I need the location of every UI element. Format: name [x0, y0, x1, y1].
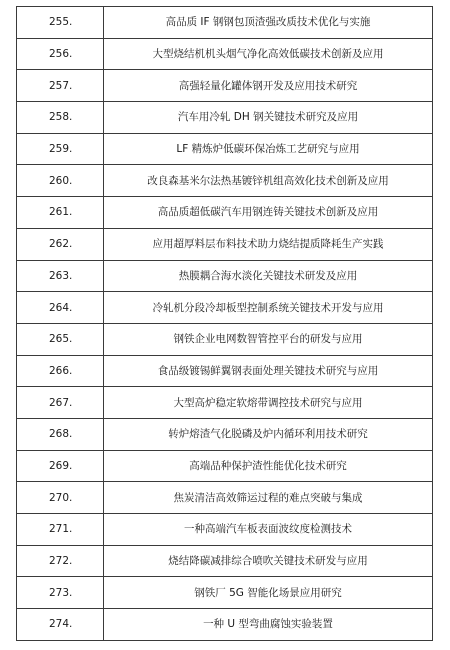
row-number: 271.	[17, 514, 104, 546]
project-title: 应用超厚料层布料技术助力烧结提质降耗生产实践	[104, 228, 433, 260]
project-title: 高强轻量化罐体钢开发及应用技术研究	[104, 70, 433, 102]
project-title: 钢铁企业电网数智管控平台的研发与应用	[104, 323, 433, 355]
project-title: 一种高端汽车板表面波纹度检测技术	[104, 514, 433, 546]
row-number: 267.	[17, 387, 104, 419]
project-title: 冷轧机分段冷却板型控制系统关键技术开发与应用	[104, 292, 433, 324]
row-number: 268.	[17, 418, 104, 450]
table-row	[17, 133, 433, 165]
table-row	[17, 165, 433, 197]
table-row	[17, 323, 433, 355]
table-row	[17, 418, 433, 450]
project-title: 高品质超低碳汽车用钢连铸关键技术创新及应用	[104, 197, 433, 229]
row-number: 269.	[17, 450, 104, 482]
table-row	[17, 70, 433, 102]
row-number: 265.	[17, 323, 104, 355]
row-number: 272.	[17, 545, 104, 577]
project-title: 高品质 IF 钢钢包顶渣强改质技术优化与实施	[104, 7, 433, 39]
row-number: 263.	[17, 260, 104, 292]
project-title: 改良森基米尔法热基镀锌机组高效化技术创新及应用	[104, 165, 433, 197]
table-row	[17, 102, 433, 134]
project-title: 一种 U 型弯曲腐蚀实验装置	[104, 609, 433, 641]
row-number: 261.	[17, 197, 104, 229]
project-title: 热膜耦合海水淡化关键技术研发及应用	[104, 260, 433, 292]
table-row	[17, 355, 433, 387]
project-title: 大型高炉稳定软熔带调控技术研究与应用	[104, 387, 433, 419]
project-title: 转炉熔渣气化脱磷及炉内循环利用技术研究	[104, 418, 433, 450]
table-row	[17, 577, 433, 609]
table-row	[17, 292, 433, 324]
project-title: 食品级镀锡鲜翼钢表面处理关键技术研究与应用	[104, 355, 433, 387]
table-row	[17, 260, 433, 292]
row-number: 274.	[17, 609, 104, 641]
table-row	[17, 609, 433, 641]
project-list-table	[16, 6, 433, 641]
table-row	[17, 228, 433, 260]
row-number: 260.	[17, 165, 104, 197]
table-row	[17, 545, 433, 577]
row-number: 266.	[17, 355, 104, 387]
table-row	[17, 450, 433, 482]
row-number: 255.	[17, 7, 104, 39]
table-row	[17, 7, 433, 39]
table-row	[17, 482, 433, 514]
table-row	[17, 38, 433, 70]
project-title: 汽车用冷轧 DH 钢关键技术研究及应用	[104, 102, 433, 134]
project-title: LF 精炼炉低碳环保冶炼工艺研究与应用	[104, 133, 433, 165]
row-number: 256.	[17, 38, 104, 70]
row-number: 257.	[17, 70, 104, 102]
project-title: 大型烧结机机头烟气净化高效低碳技术创新及应用	[104, 38, 433, 70]
row-number: 270.	[17, 482, 104, 514]
table-row	[17, 514, 433, 546]
table-row	[17, 197, 433, 229]
project-title: 焦炭清洁高效筛运过程的难点突破与集成	[104, 482, 433, 514]
row-number: 258.	[17, 102, 104, 134]
row-number: 259.	[17, 133, 104, 165]
project-title: 钢铁厂 5G 智能化场景应用研究	[104, 577, 433, 609]
row-number: 273.	[17, 577, 104, 609]
row-number: 264.	[17, 292, 104, 324]
table-row	[17, 387, 433, 419]
project-title: 烧结降碳减排综合喷吹关键技术研发与应用	[104, 545, 433, 577]
project-title: 高端品种保护渣性能优化技术研究	[104, 450, 433, 482]
row-number: 262.	[17, 228, 104, 260]
